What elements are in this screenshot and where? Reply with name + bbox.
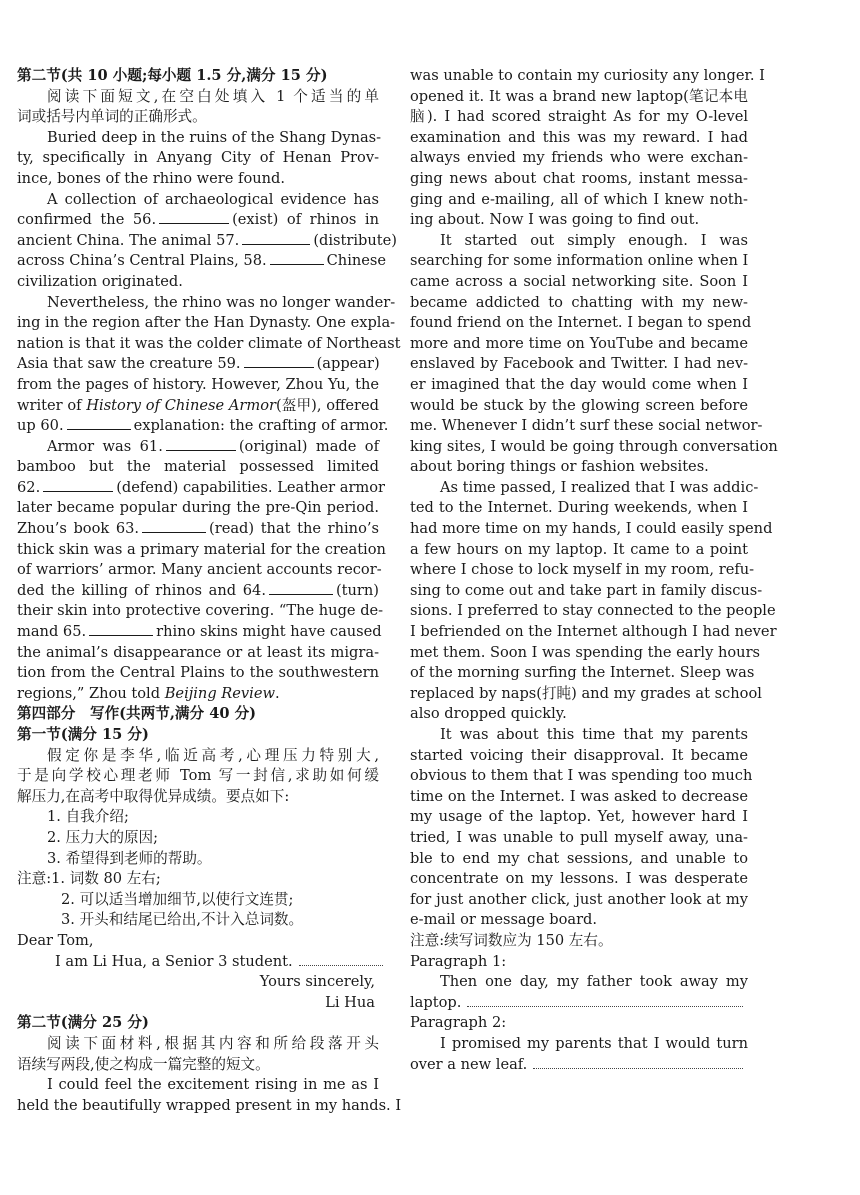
story-line: tried, I was unable to pull myself away, una- — [410, 828, 748, 846]
story-line: started voicing their disapproval. It became — [410, 746, 748, 764]
note-line: 3. 开头和结尾已给出,不计入总词数。 — [61, 911, 304, 929]
passage-text: (defend) capabilities. Leather armor — [116, 478, 386, 496]
passage-line — [17, 396, 379, 417]
passage-text: Zhou’s book 63. — [17, 520, 140, 538]
passage-line — [17, 416, 389, 437]
answer-blank-56[interactable] — [159, 210, 229, 224]
story-line: enslaved by Facebook and Twitter. I had nev- — [410, 355, 748, 373]
writing-line[interactable] — [533, 1056, 743, 1069]
paragraph-start — [410, 993, 748, 1014]
story-line: about boring things or fashion websites. — [410, 458, 709, 476]
passage-line: ince, bones of the rhino were found. — [17, 169, 286, 187]
passage-text: regions,” Zhou told — [17, 684, 165, 702]
passage-text: across China’s Central Plains, 58. — [17, 252, 267, 270]
paragraph-text: laptop. — [410, 993, 462, 1011]
story-line: 脑). I had scored straight As for my O-level — [410, 108, 748, 126]
story-line: obvious to them that I was spending too much — [410, 767, 753, 785]
task-line: 阅读下面材料,根据其内容和所给段落开头 — [47, 1034, 379, 1052]
task-point: 3. 希望得到老师的帮助。 — [47, 849, 212, 867]
story-line: more and more time on YouTube and became — [410, 334, 748, 352]
section-header: 第二节(满分 25 分) — [17, 1014, 149, 1032]
story-line: for just another click, just another look at my — [410, 890, 748, 908]
paragraph-text: over a new leaf. — [410, 1055, 528, 1073]
passage-text: Chinese — [326, 252, 387, 270]
story-line: had more time on my hands, I could easily spend — [410, 520, 773, 538]
story-line: of the morning surfing the Internet. Sleep was — [410, 664, 755, 682]
task-line: 语续写两段,使之构成一篇完整的短文。 — [17, 1055, 270, 1073]
story-line: came across a social networking site. Soon I — [410, 272, 748, 290]
passage-text: rhino skins might have caused — [156, 623, 382, 641]
closing: Yours sincerely, — [259, 973, 375, 991]
passage-text: ancient China. The animal 57. — [17, 231, 240, 249]
paragraph-start — [410, 1055, 748, 1076]
passage-line: of warriors’ armor. Many ancient accounts recor- — [17, 561, 382, 579]
writing-line[interactable] — [299, 953, 383, 966]
story-line: king sites, I would be going through conversation — [410, 437, 778, 455]
passage-line: civilization originated. — [17, 272, 183, 290]
story-line: examination and this was my reward. I had — [410, 128, 748, 146]
passage-line — [17, 519, 379, 540]
passage-line: later became popular during the pre-Qin period. — [17, 499, 379, 517]
passage-text: ded the killing of rhinos and 64. — [17, 581, 266, 599]
passage-line: bamboo but the material possessed limited — [17, 458, 379, 476]
story-line: time on the Internet. I was asked to decrease — [410, 787, 748, 805]
writing-line[interactable] — [467, 994, 743, 1007]
note-line: 注意:1. 词数 80 左右; — [17, 870, 161, 888]
note-line: 2. 可以适当增加细节,以使行文连贯; — [61, 890, 294, 908]
period: . — [274, 684, 280, 702]
instruction-line: 阅读下面短文,在空白处填入 1 个适当的单 — [47, 87, 379, 105]
story-line: always envied my friends who were exchan- — [410, 149, 748, 167]
story-line: became addicted to chatting with my new- — [410, 293, 748, 311]
story-line: was unable to contain my curiosity any longer. I — [410, 67, 765, 84]
passage-text: (turn) — [335, 581, 379, 599]
passage-line: thick skin was a primary material for the creation — [17, 540, 386, 558]
passage-line: Buried deep in the ruins of the Shang Dynas- — [47, 128, 382, 146]
story-line: opened it. It was a brand new laptop(笔记本电 — [410, 87, 748, 105]
story-line: I befriended on the Internet although I had never — [410, 623, 777, 641]
passage-line: ing in the region after the Han Dynasty. One expla- — [17, 314, 396, 332]
task-line: 假定你是李华,临近高考,心理压力特别大, — [47, 746, 379, 764]
passage-line — [17, 210, 379, 231]
left-column — [17, 66, 402, 1116]
passage-text: Armor was 61. — [47, 437, 163, 455]
story-line: As time passed, I realized that I was addic- — [440, 478, 759, 496]
story-line: It started out simply enough. I was — [440, 231, 748, 249]
answer-blank-58[interactable] — [270, 251, 324, 265]
story-line: met them. Soon I was spending the early hours — [410, 643, 761, 661]
passage-line — [17, 231, 397, 252]
passage-line — [17, 581, 379, 602]
passage-text: Asia that saw the creature 59. — [17, 355, 241, 373]
passage-line: Nevertheless, the rhino was no longer wander- — [47, 293, 396, 311]
story-line: sing to come out and take part in family discus- — [410, 581, 763, 599]
signature: Li Hua — [325, 993, 375, 1011]
story-line: also dropped quickly. — [410, 705, 567, 723]
passage-line: from the pages of history. However, Zhou Yu, the — [17, 375, 379, 393]
passage-line: the animal’s disappearance or at least its migra- — [17, 643, 379, 661]
story-line: a few hours on my laptop. It came to a point — [410, 540, 748, 558]
passage-text: confirmed the 56. — [17, 211, 157, 229]
answer-blank-64[interactable] — [269, 581, 333, 595]
task-line: 解压力,在高考中取得优异成绩。要点如下: — [17, 787, 290, 805]
passage-text: writer of — [17, 396, 87, 414]
passage-line — [17, 684, 379, 705]
passage-line: nation is that it was the colder climate of Northeast — [17, 334, 401, 352]
book-title: History of Chinese Armor — [86, 396, 276, 414]
instruction-line: 词或括号内单词的正确形式。 — [17, 108, 207, 126]
passage-line: tion from the Central Plains to the southwestern — [17, 664, 379, 682]
story-line: ted to the Internet. During weekends, when I — [410, 499, 748, 517]
answer-blank-59[interactable] — [244, 354, 314, 368]
story-line: held the beautifully wrapped present in my hands. I — [17, 1096, 402, 1114]
letter-intro: I am Li Hua, a Senior 3 student. — [55, 952, 293, 970]
magazine-title: Beijing Review — [164, 684, 275, 702]
section-header: 第一节(满分 15 分) — [17, 726, 149, 743]
story-line: e-mail or message board. — [410, 911, 598, 929]
story-line: me. Whenever I didn’t surf these social networ- — [410, 417, 763, 435]
story-line: ging news about chat rooms, instant messa- — [410, 169, 748, 187]
answer-blank-61[interactable] — [166, 437, 236, 451]
passage-line — [17, 478, 386, 499]
answer-blank-57[interactable] — [242, 231, 310, 245]
passage-text: (read) that the rhino’s — [209, 520, 379, 538]
story-line: searching for some information online when I — [410, 252, 749, 270]
passage-text: 62. — [17, 478, 41, 496]
passage-text: (distribute) — [313, 231, 397, 249]
answer-blank-65[interactable] — [89, 622, 153, 636]
story-line: found friend on the Internet. I began to spend — [410, 314, 752, 332]
paragraph-label: Paragraph 1: — [410, 952, 507, 970]
section-header: 第二节(共 10 小题;每小题 1.5 分,满分 15 分) — [17, 67, 328, 84]
task-point: 1. 自我介绍; — [47, 808, 129, 826]
passage-line — [17, 251, 387, 272]
story-line: ging and e-mailing, all of which I knew noth- — [410, 190, 748, 208]
passage-line — [17, 622, 382, 643]
passage-line: A collection of archaeological evidence has — [47, 190, 379, 208]
story-line: ing about. Now I was going to find out. — [410, 211, 700, 229]
passage-line: their skin into protective covering. “The huge de- — [17, 602, 384, 620]
story-line: where I chose to lock myself in my room, refu- — [410, 561, 755, 579]
passage-line: ty, specifically in Anyang City of Henan Prov- — [17, 149, 379, 167]
story-line: I could feel the excitement rising in me as I — [47, 1076, 379, 1094]
story-line: It was about this time that my parents — [440, 726, 748, 743]
story-line: ble to end my chat sessions, and unable to — [410, 849, 748, 867]
passage-text: explanation: the crafting of armor. — [133, 417, 389, 435]
answer-blank-63[interactable] — [142, 519, 206, 533]
story-line: replaced by naps(打盹) and my grades at school — [410, 684, 762, 702]
story-line: my usage of the laptop. Yet, however hard I — [410, 808, 748, 826]
passage-line — [17, 437, 379, 458]
passage-text: (appear) — [316, 355, 380, 373]
story-line: sions. I preferred to stay connected to the people — [410, 602, 776, 620]
letter-start — [17, 952, 379, 973]
part-header: 第四部分 写作(共两节,满分 40 分) — [17, 705, 257, 723]
task-point: 2. 压力大的原因; — [47, 828, 159, 846]
passage-text: (original) made of — [238, 437, 379, 455]
story-line: concentrate on my lessons. I was desperate — [410, 870, 748, 888]
story-line: er imagined that the day would come when I — [410, 375, 748, 393]
answer-blank-60[interactable] — [67, 416, 131, 430]
passage-text: up 60. — [17, 417, 64, 435]
right-column — [410, 66, 778, 1075]
story-line: would be stuck by the glowing screen before — [410, 396, 748, 414]
answer-blank-62[interactable] — [43, 478, 113, 492]
passage-text: (exist) of rhinos in — [232, 211, 379, 229]
passage-text: (盔甲), offered — [275, 396, 379, 414]
paragraph-start: I promised my parents that I would turn — [440, 1034, 748, 1052]
passage-text: mand 65. — [17, 623, 87, 641]
note-line: 注意:续写词数应为 150 左右。 — [410, 931, 613, 949]
paragraph-label: Paragraph 2: — [410, 1014, 507, 1032]
salutation: Dear Tom, — [17, 931, 94, 949]
passage-line — [17, 354, 379, 375]
paragraph-start: Then one day, my father took away my — [440, 973, 748, 991]
task-line: 于是向学校心理老师 Tom 写一封信,求助如何缓 — [17, 767, 379, 785]
